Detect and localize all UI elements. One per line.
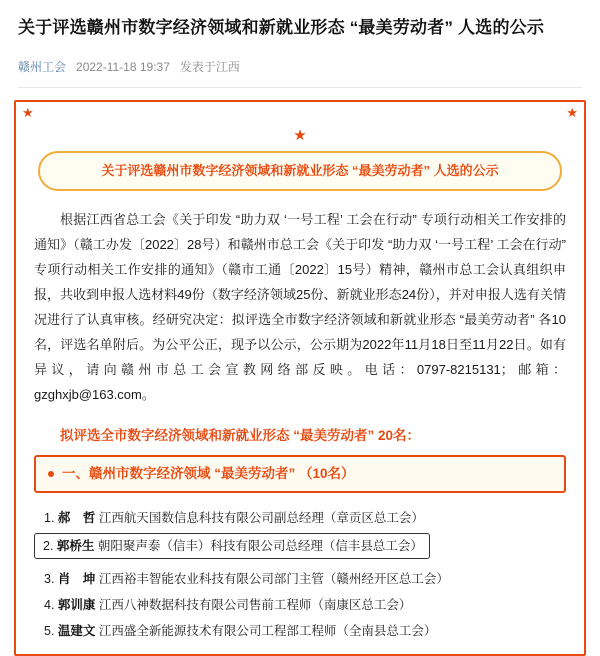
- publish-location: 发表于江西: [179, 60, 240, 74]
- list-item-number: 1.: [44, 511, 55, 525]
- list-item-name: 郭训康: [57, 598, 96, 612]
- candidate-list: [34, 505, 566, 644]
- list-item[interactable]: [34, 533, 430, 559]
- list-item: [34, 618, 566, 644]
- list-item-number: 3.: [44, 572, 55, 586]
- star-icon: ★: [22, 105, 34, 120]
- notice-subheading: 拟评选全市数字经济领域和新就业形态 “最美劳动者” 20名：: [60, 428, 421, 443]
- list-item-detail: 江西八神数据科技有限公司售前工程师（南康区总工会）: [98, 598, 412, 612]
- list-item-number: 4.: [44, 598, 55, 612]
- list-item-name: 温建文: [57, 624, 96, 638]
- list-item-detail: 江西盛全新能源技术有限公司工程部工程师（全南县总工会）: [98, 624, 437, 638]
- notice-headline: 关于评选赣州市数字经济领域和新就业形态 “最美劳动者” 人选的公示: [38, 151, 562, 191]
- list-item-detail: 江西航天国数信息科技有限公司副总经理（章贡区总工会）: [98, 511, 424, 525]
- source-link[interactable]: 赣州工会: [18, 60, 67, 74]
- list-item: [34, 566, 566, 592]
- bullet-icon: [48, 471, 54, 477]
- list-item-number: 2.: [43, 539, 54, 553]
- list-item-number: 5.: [44, 624, 55, 638]
- page-title: 关于评选赣州市数字经济领域和新就业形态 “最美劳动者” 人选的公示: [18, 18, 545, 37]
- article-meta: [18, 58, 582, 75]
- star-icon: ★: [566, 105, 578, 120]
- notice-card: [14, 100, 586, 656]
- list-item-name: 郭桥生: [56, 539, 95, 553]
- section-header-box: [34, 455, 566, 493]
- list-item-detail: 朝阳聚声泰（信丰）科技有限公司总经理（信丰县总工会）: [97, 539, 423, 553]
- article-body: [0, 88, 600, 656]
- list-item: [34, 505, 566, 531]
- star-icon: ★: [293, 127, 307, 144]
- notice-paragraph: 根据江西省总工会《关于印发 “助力双 ‘一号工程’ 工会在行动” 专项行动相关工作安排的通知》（赣工办发〔2022〕28号）和赣州市总工会《关于印发 “助力双 ‘一号工程’ 工会在行动” 专项行动相关工作安排的通知》（赣市工通〔2022〕15号）精神，赣州市总工会认真组织申报，共收到申报人选材料49份（数字经济领域25份、新就业形态24份），并对申报人选有关情况进行了认真审核。经研究决定：拟评选全市数字经济领域和新就业形态 “最美劳动者” 各10名，评选名单附后。为公平公正，现予以公示，公示期为2022年11月18日至11月22日。如有异议，请向赣州市总工会宣教网络部反映。电话：0797-8215131；邮箱：gzghxjb@163.com。: [34, 212, 566, 402]
- publish-date: 2022-11-18 19:37: [76, 59, 170, 74]
- list-item-name: 肖 坤: [57, 572, 96, 586]
- list-item-name: 郝 哲: [57, 511, 96, 525]
- article-header: [0, 0, 600, 88]
- list-item-detail: 江西裕丰智能农业科技有限公司部门主管（赣州经开区总工会）: [98, 572, 449, 586]
- list-item: [34, 592, 566, 618]
- section-title: 一、赣州市数字经济领域 “最美劳动者” （10名）: [62, 466, 355, 481]
